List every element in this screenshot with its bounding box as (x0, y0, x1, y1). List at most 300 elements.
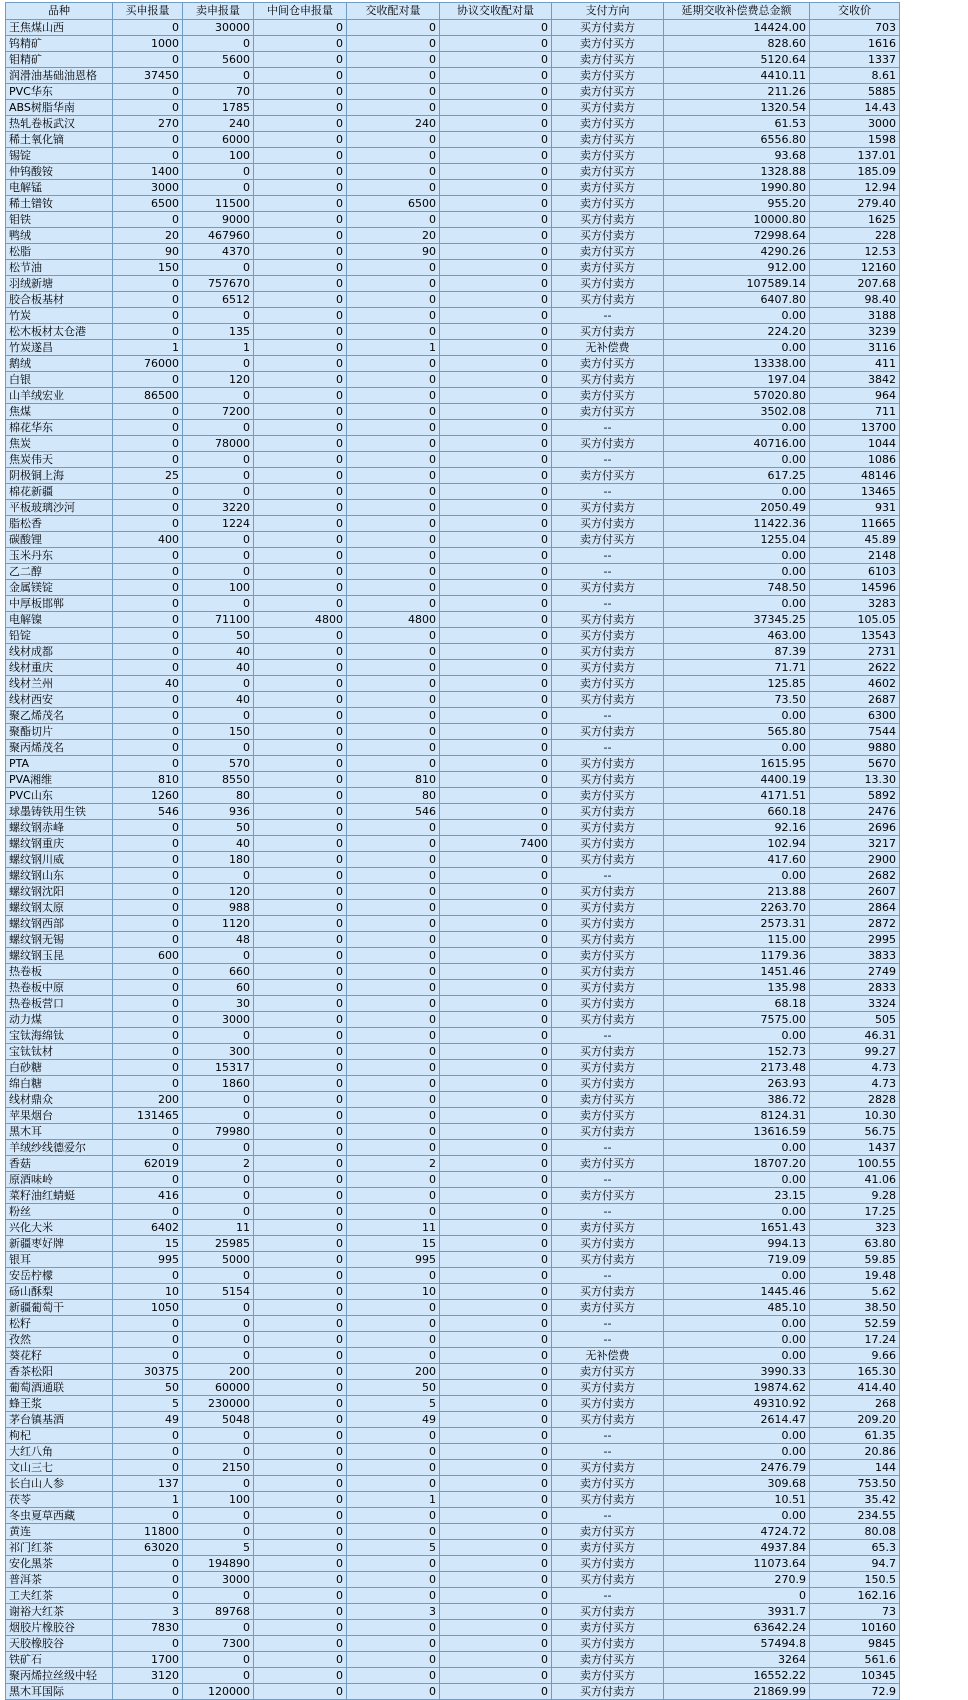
compensation-amount-cell: 37345.25 (664, 612, 810, 628)
matched-quantity-cell: 0 (347, 132, 440, 148)
sell-quantity-cell: 0 (183, 740, 254, 756)
buy-quantity-cell: 0 (113, 1076, 183, 1092)
sell-quantity-cell: 5048 (183, 1412, 254, 1428)
settlement-price-cell: 13700 (810, 420, 900, 436)
buy-quantity-cell: 0 (113, 1444, 183, 1460)
agreement-matched-quantity-cell: 0 (440, 260, 552, 276)
table-row (6, 1204, 900, 1220)
settlement-price-cell: 162.16 (810, 1588, 900, 1604)
settlement-price-cell: 9.66 (810, 1348, 900, 1364)
buy-quantity-cell: 1 (113, 340, 183, 356)
payment-direction-cell: 买方付卖方 (552, 932, 664, 948)
matched-quantity-cell: 15 (347, 1236, 440, 1252)
agreement-matched-quantity-cell: 0 (440, 580, 552, 596)
commodity-name-cell: 黄连 (6, 1524, 113, 1540)
table-row (6, 1476, 900, 1492)
matched-quantity-cell: 0 (347, 756, 440, 772)
buy-quantity-cell: 995 (113, 1252, 183, 1268)
settlement-price-cell: 165.30 (810, 1364, 900, 1380)
agreement-matched-quantity-cell: 0 (440, 900, 552, 916)
agreement-matched-quantity-cell: 0 (440, 1380, 552, 1396)
commodity-name-cell: ABS树脂华南 (6, 100, 113, 116)
intermediate-quantity-cell: 0 (254, 916, 347, 932)
payment-direction-cell: 卖方付买方 (552, 116, 664, 132)
compensation-amount-cell: 2614.47 (664, 1412, 810, 1428)
compensation-amount-cell: 2573.31 (664, 916, 810, 932)
sell-quantity-cell: 200 (183, 1364, 254, 1380)
sell-quantity-cell: 120000 (183, 1684, 254, 1700)
buy-quantity-cell: 6402 (113, 1220, 183, 1236)
sell-quantity-cell: 988 (183, 900, 254, 916)
payment-direction-cell: 买方付卖方 (552, 500, 664, 516)
payment-direction-cell: 卖方付买方 (552, 948, 664, 964)
intermediate-quantity-cell: 0 (254, 244, 347, 260)
compensation-amount-cell: 73.50 (664, 692, 810, 708)
payment-direction-cell: 买方付卖方 (552, 100, 664, 116)
agreement-matched-quantity-cell: 0 (440, 1092, 552, 1108)
agreement-matched-quantity-cell: 0 (440, 1556, 552, 1572)
sell-quantity-cell: 0 (183, 452, 254, 468)
table-row (6, 996, 900, 1012)
header-cell: 卖申报量 (183, 3, 254, 20)
agreement-matched-quantity-cell: 0 (440, 468, 552, 484)
payment-direction-cell: -- (552, 596, 664, 612)
commodity-name-cell: 钨精矿 (6, 36, 113, 52)
matched-quantity-cell: 5 (347, 1540, 440, 1556)
agreement-matched-quantity-cell: 0 (440, 212, 552, 228)
agreement-matched-quantity-cell: 0 (440, 788, 552, 804)
table-row (6, 1604, 900, 1620)
compensation-amount-cell: 0.00 (664, 1172, 810, 1188)
payment-direction-cell: -- (552, 868, 664, 884)
settlement-price-cell: 1337 (810, 52, 900, 68)
agreement-matched-quantity-cell: 0 (440, 1428, 552, 1444)
commodity-name-cell: 钼铁 (6, 212, 113, 228)
intermediate-quantity-cell: 0 (254, 820, 347, 836)
table-row (6, 180, 900, 196)
table-row (6, 228, 900, 244)
matched-quantity-cell: 0 (347, 596, 440, 612)
table-row (6, 1684, 900, 1700)
table-row (6, 340, 900, 356)
payment-direction-cell: 买方付卖方 (552, 1284, 664, 1300)
payment-direction-cell: 卖方付买方 (552, 1364, 664, 1380)
buy-quantity-cell: 0 (113, 148, 183, 164)
table-row (6, 116, 900, 132)
table-row (6, 884, 900, 900)
compensation-amount-cell: 57020.80 (664, 388, 810, 404)
compensation-amount-cell: 0.00 (664, 708, 810, 724)
buy-quantity-cell: 0 (113, 868, 183, 884)
agreement-matched-quantity-cell: 0 (440, 180, 552, 196)
sell-quantity-cell: 3000 (183, 1572, 254, 1588)
sell-quantity-cell: 0 (183, 164, 254, 180)
buy-quantity-cell: 0 (113, 1316, 183, 1332)
intermediate-quantity-cell: 0 (254, 708, 347, 724)
commodity-name-cell: 蜂王浆 (6, 1396, 113, 1412)
payment-direction-cell: 卖方付买方 (552, 244, 664, 260)
agreement-matched-quantity-cell: 0 (440, 292, 552, 308)
buy-quantity-cell: 0 (113, 1028, 183, 1044)
table-row (6, 292, 900, 308)
matched-quantity-cell: 3 (347, 1604, 440, 1620)
settlement-price-cell: 94.7 (810, 1556, 900, 1572)
matched-quantity-cell: 0 (347, 1316, 440, 1332)
commodity-name-cell: 工夫红茶 (6, 1588, 113, 1604)
commodity-name-cell: 冬虫夏草西藏 (6, 1508, 113, 1524)
intermediate-quantity-cell: 0 (254, 644, 347, 660)
payment-direction-cell: 无补偿费 (552, 340, 664, 356)
matched-quantity-cell: 0 (347, 1204, 440, 1220)
buy-quantity-cell: 200 (113, 1092, 183, 1108)
matched-quantity-cell: 0 (347, 20, 440, 36)
payment-direction-cell: 卖方付买方 (552, 1092, 664, 1108)
agreement-matched-quantity-cell: 0 (440, 756, 552, 772)
matched-quantity-cell: 20 (347, 228, 440, 244)
intermediate-quantity-cell: 0 (254, 884, 347, 900)
compensation-amount-cell: 7575.00 (664, 1012, 810, 1028)
buy-quantity-cell: 150 (113, 260, 183, 276)
intermediate-quantity-cell: 0 (254, 1012, 347, 1028)
intermediate-quantity-cell: 0 (254, 1124, 347, 1140)
commodity-name-cell: 松节油 (6, 260, 113, 276)
table-row (6, 1012, 900, 1028)
compensation-amount-cell: 19874.62 (664, 1380, 810, 1396)
settlement-price-cell: 207.68 (810, 276, 900, 292)
table-row (6, 68, 900, 84)
settlement-price-cell: 72.9 (810, 1684, 900, 1700)
settlement-price-cell: 5885 (810, 84, 900, 100)
agreement-matched-quantity-cell: 0 (440, 1476, 552, 1492)
matched-quantity-cell: 0 (347, 500, 440, 516)
sell-quantity-cell: 757670 (183, 276, 254, 292)
matched-quantity-cell: 546 (347, 804, 440, 820)
commodity-name-cell: 稀土氧化镝 (6, 132, 113, 148)
matched-quantity-cell: 0 (347, 900, 440, 916)
commodity-name-cell: 长白山人参 (6, 1476, 113, 1492)
compensation-amount-cell: 11422.36 (664, 516, 810, 532)
intermediate-quantity-cell: 0 (254, 1060, 347, 1076)
matched-quantity-cell: 0 (347, 692, 440, 708)
agreement-matched-quantity-cell: 0 (440, 596, 552, 612)
sell-quantity-cell: 40 (183, 660, 254, 676)
compensation-amount-cell: 5120.64 (664, 52, 810, 68)
buy-quantity-cell: 3000 (113, 180, 183, 196)
payment-direction-cell: 买方付卖方 (552, 1492, 664, 1508)
compensation-amount-cell: 1615.95 (664, 756, 810, 772)
matched-quantity-cell: 90 (347, 244, 440, 260)
sell-quantity-cell: 0 (183, 180, 254, 196)
settlement-price-cell: 46.31 (810, 1028, 900, 1044)
sell-quantity-cell: 0 (183, 388, 254, 404)
intermediate-quantity-cell: 0 (254, 420, 347, 436)
table-row (6, 1252, 900, 1268)
payment-direction-cell: 买方付卖方 (552, 660, 664, 676)
intermediate-quantity-cell: 0 (254, 1300, 347, 1316)
agreement-matched-quantity-cell: 0 (440, 1508, 552, 1524)
agreement-matched-quantity-cell: 0 (440, 532, 552, 548)
agreement-matched-quantity-cell: 0 (440, 1684, 552, 1700)
intermediate-quantity-cell: 0 (254, 996, 347, 1012)
agreement-matched-quantity-cell: 0 (440, 676, 552, 692)
intermediate-quantity-cell: 0 (254, 1332, 347, 1348)
commodity-name-cell: 绵白糖 (6, 1076, 113, 1092)
commodity-name-cell: 茅台镇基酒 (6, 1412, 113, 1428)
compensation-amount-cell: 3931.7 (664, 1604, 810, 1620)
table-row (6, 1028, 900, 1044)
sell-quantity-cell: 0 (183, 484, 254, 500)
sell-quantity-cell: 100 (183, 580, 254, 596)
settlement-price-cell: 73 (810, 1604, 900, 1620)
commodity-name-cell: 聚酯切片 (6, 724, 113, 740)
matched-quantity-cell: 0 (347, 372, 440, 388)
table-row (6, 244, 900, 260)
sell-quantity-cell: 0 (183, 1172, 254, 1188)
commodity-name-cell: 枸杞 (6, 1428, 113, 1444)
compensation-amount-cell: 263.93 (664, 1076, 810, 1092)
matched-quantity-cell: 0 (347, 484, 440, 500)
table-row (6, 1140, 900, 1156)
sell-quantity-cell: 5600 (183, 52, 254, 68)
agreement-matched-quantity-cell: 0 (440, 1140, 552, 1156)
agreement-matched-quantity-cell: 0 (440, 116, 552, 132)
matched-quantity-cell: 0 (347, 1652, 440, 1668)
compensation-amount-cell: 2476.79 (664, 1460, 810, 1476)
payment-direction-cell: 卖方付买方 (552, 1476, 664, 1492)
payment-direction-cell: 卖方付买方 (552, 132, 664, 148)
commodity-name-cell: 烟胶片橡胶谷 (6, 1620, 113, 1636)
compensation-amount-cell: 72998.64 (664, 228, 810, 244)
matched-quantity-cell: 0 (347, 1172, 440, 1188)
sell-quantity-cell: 2150 (183, 1460, 254, 1476)
commodity-name-cell: 金属镁锭 (6, 580, 113, 596)
agreement-matched-quantity-cell: 0 (440, 1620, 552, 1636)
sell-quantity-cell: 0 (183, 1428, 254, 1444)
buy-quantity-cell: 0 (113, 756, 183, 772)
matched-quantity-cell: 11 (347, 1220, 440, 1236)
sell-quantity-cell: 0 (183, 1652, 254, 1668)
intermediate-quantity-cell: 0 (254, 1028, 347, 1044)
buy-quantity-cell: 0 (113, 436, 183, 452)
settlement-price-cell: 150.5 (810, 1572, 900, 1588)
compensation-amount-cell: 0.00 (664, 308, 810, 324)
matched-quantity-cell: 0 (347, 708, 440, 724)
sell-quantity-cell: 50 (183, 628, 254, 644)
intermediate-quantity-cell: 0 (254, 84, 347, 100)
buy-quantity-cell: 0 (113, 1204, 183, 1220)
settlement-price-cell: 13543 (810, 628, 900, 644)
header-cell: 品种 (6, 3, 113, 20)
matched-quantity-cell: 4800 (347, 612, 440, 628)
commodity-name-cell: 天胶橡胶谷 (6, 1636, 113, 1652)
header-cell: 延期交收补偿费总金额 (664, 3, 810, 20)
table-row (6, 1412, 900, 1428)
agreement-matched-quantity-cell: 0 (440, 868, 552, 884)
commodity-name-cell: 香茶松阳 (6, 1364, 113, 1380)
compensation-amount-cell: 4290.26 (664, 244, 810, 260)
table-row (6, 580, 900, 596)
settlement-price-cell: 10.30 (810, 1108, 900, 1124)
delivery-settlement-table (5, 2, 900, 1700)
commodity-name-cell: 铅锭 (6, 628, 113, 644)
settlement-price-cell: 61.35 (810, 1428, 900, 1444)
intermediate-quantity-cell: 0 (254, 148, 347, 164)
agreement-matched-quantity-cell: 0 (440, 20, 552, 36)
intermediate-quantity-cell: 0 (254, 1652, 347, 1668)
matched-quantity-cell: 0 (347, 532, 440, 548)
commodity-name-cell: 阴极铜上海 (6, 468, 113, 484)
buy-quantity-cell: 0 (113, 1636, 183, 1652)
compensation-amount-cell: 0.00 (664, 868, 810, 884)
agreement-matched-quantity-cell: 0 (440, 356, 552, 372)
buy-quantity-cell: 0 (113, 1348, 183, 1364)
payment-direction-cell: 买方付卖方 (552, 804, 664, 820)
payment-direction-cell: 卖方付买方 (552, 1668, 664, 1684)
sell-quantity-cell: 0 (183, 356, 254, 372)
matched-quantity-cell: 0 (347, 932, 440, 948)
intermediate-quantity-cell: 0 (254, 1396, 347, 1412)
sell-quantity-cell: 240 (183, 116, 254, 132)
intermediate-quantity-cell: 0 (254, 228, 347, 244)
settlement-price-cell: 711 (810, 404, 900, 420)
buy-quantity-cell: 0 (113, 1428, 183, 1444)
commodity-name-cell: 银耳 (6, 1252, 113, 1268)
intermediate-quantity-cell: 0 (254, 1556, 347, 1572)
sell-quantity-cell: 0 (183, 1476, 254, 1492)
intermediate-quantity-cell: 0 (254, 100, 347, 116)
agreement-matched-quantity-cell: 0 (440, 852, 552, 868)
compensation-amount-cell: 4171.51 (664, 788, 810, 804)
commodity-name-cell: 焦炭伟天 (6, 452, 113, 468)
payment-direction-cell: 买方付卖方 (552, 1060, 664, 1076)
compensation-amount-cell: 748.50 (664, 580, 810, 596)
intermediate-quantity-cell: 0 (254, 1604, 347, 1620)
agreement-matched-quantity-cell: 0 (440, 324, 552, 340)
payment-direction-cell: 买方付卖方 (552, 1684, 664, 1700)
compensation-amount-cell: 135.98 (664, 980, 810, 996)
commodity-name-cell: 玉米丹东 (6, 548, 113, 564)
table-row (6, 1556, 900, 1572)
table-row (6, 900, 900, 916)
compensation-amount-cell: 0.00 (664, 564, 810, 580)
agreement-matched-quantity-cell: 0 (440, 804, 552, 820)
commodity-name-cell: 锡锭 (6, 148, 113, 164)
header-row (6, 3, 900, 20)
agreement-matched-quantity-cell: 0 (440, 148, 552, 164)
payment-direction-cell: -- (552, 548, 664, 564)
commodity-name-cell: 香菇 (6, 1156, 113, 1172)
sell-quantity-cell: 40 (183, 692, 254, 708)
table-row (6, 1492, 900, 1508)
matched-quantity-cell: 0 (347, 948, 440, 964)
agreement-matched-quantity-cell: 0 (440, 1284, 552, 1300)
intermediate-quantity-cell: 0 (254, 1364, 347, 1380)
agreement-matched-quantity-cell: 0 (440, 436, 552, 452)
matched-quantity-cell: 0 (347, 644, 440, 660)
sell-quantity-cell: 79980 (183, 1124, 254, 1140)
matched-quantity-cell: 0 (347, 564, 440, 580)
matched-quantity-cell: 0 (347, 36, 440, 52)
sell-quantity-cell: 0 (183, 1028, 254, 1044)
agreement-matched-quantity-cell: 0 (440, 1364, 552, 1380)
sell-quantity-cell: 0 (183, 36, 254, 52)
payment-direction-cell: 买方付卖方 (552, 372, 664, 388)
payment-direction-cell: -- (552, 1428, 664, 1444)
table-row (6, 708, 900, 724)
buy-quantity-cell: 0 (113, 644, 183, 660)
commodity-name-cell: 黑木耳国际 (6, 1684, 113, 1700)
commodity-name-cell: 线材鼎众 (6, 1092, 113, 1108)
agreement-matched-quantity-cell: 0 (440, 1540, 552, 1556)
matched-quantity-cell: 0 (347, 1572, 440, 1588)
payment-direction-cell: -- (552, 308, 664, 324)
matched-quantity-cell: 0 (347, 1044, 440, 1060)
agreement-matched-quantity-cell: 0 (440, 772, 552, 788)
compensation-amount-cell: 18707.20 (664, 1156, 810, 1172)
compensation-amount-cell: 68.18 (664, 996, 810, 1012)
matched-quantity-cell: 200 (347, 1364, 440, 1380)
intermediate-quantity-cell: 0 (254, 404, 347, 420)
table-row (6, 612, 900, 628)
sell-quantity-cell: 60 (183, 980, 254, 996)
commodity-name-cell: 孜然 (6, 1332, 113, 1348)
agreement-matched-quantity-cell: 0 (440, 1108, 552, 1124)
sell-quantity-cell: 0 (183, 1204, 254, 1220)
settlement-price-cell: 3188 (810, 308, 900, 324)
table-row (6, 196, 900, 212)
table-row (6, 628, 900, 644)
buy-quantity-cell: 1 (113, 1492, 183, 1508)
sell-quantity-cell: 100 (183, 1492, 254, 1508)
agreement-matched-quantity-cell: 0 (440, 1076, 552, 1092)
payment-direction-cell: -- (552, 452, 664, 468)
intermediate-quantity-cell: 0 (254, 372, 347, 388)
buy-quantity-cell: 0 (113, 452, 183, 468)
settlement-price-cell: 4602 (810, 676, 900, 692)
agreement-matched-quantity-cell: 0 (440, 1124, 552, 1140)
sell-quantity-cell: 15317 (183, 1060, 254, 1076)
compensation-amount-cell: 386.72 (664, 1092, 810, 1108)
matched-quantity-cell: 0 (347, 1460, 440, 1476)
compensation-amount-cell: 0.00 (664, 484, 810, 500)
settlement-price-cell: 10345 (810, 1668, 900, 1684)
commodity-name-cell: 茯苓 (6, 1492, 113, 1508)
compensation-amount-cell: 3502.08 (664, 404, 810, 420)
table-row (6, 1636, 900, 1652)
settlement-price-cell: 234.55 (810, 1508, 900, 1524)
commodity-name-cell: 松脂 (6, 244, 113, 260)
settlement-price-cell: 80.08 (810, 1524, 900, 1540)
sell-quantity-cell: 1 (183, 340, 254, 356)
table-row (6, 1348, 900, 1364)
agreement-matched-quantity-cell: 0 (440, 1028, 552, 1044)
sell-quantity-cell: 5000 (183, 1252, 254, 1268)
payment-direction-cell: 买方付卖方 (552, 516, 664, 532)
agreement-matched-quantity-cell: 0 (440, 244, 552, 260)
compensation-amount-cell: 14424.00 (664, 20, 810, 36)
table-row (6, 452, 900, 468)
commodity-name-cell: 球墨铸铁用生铁 (6, 804, 113, 820)
buy-quantity-cell: 0 (113, 1572, 183, 1588)
payment-direction-cell: 买方付卖方 (552, 1380, 664, 1396)
settlement-price-cell: 703 (810, 20, 900, 36)
agreement-matched-quantity-cell: 0 (440, 708, 552, 724)
payment-direction-cell: 买方付卖方 (552, 1252, 664, 1268)
compensation-amount-cell: 49310.92 (664, 1396, 810, 1412)
commodity-name-cell: 线材重庆 (6, 660, 113, 676)
buy-quantity-cell: 0 (113, 884, 183, 900)
payment-direction-cell: 买方付卖方 (552, 996, 664, 1012)
